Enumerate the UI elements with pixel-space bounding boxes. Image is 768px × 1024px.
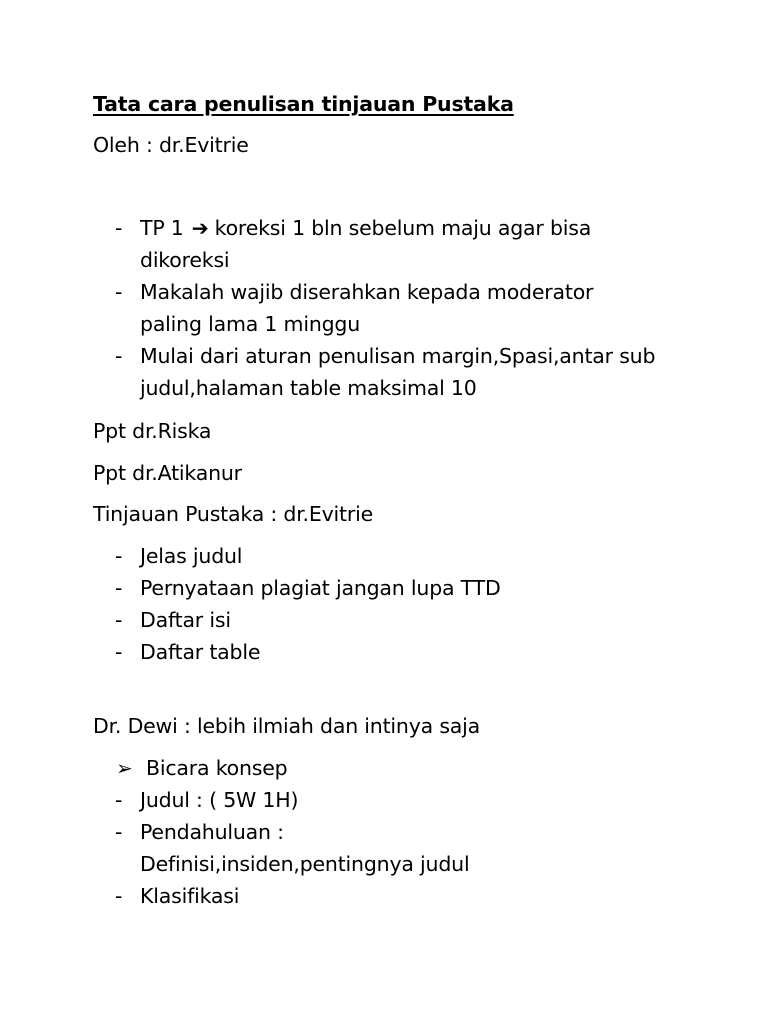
- list-item: [0, 540, 768, 572]
- dash-bullet: -: [115, 576, 123, 600]
- list-item-text: Definisi,insiden,pentingnya judul: [140, 852, 470, 876]
- section-heading: Tinjauan Pustaka : dr.Evitrie: [93, 502, 374, 526]
- list-item-text: Mulai dari aturan penulisan margin,Spasi,antar sub: [140, 344, 656, 368]
- list-item: [0, 752, 768, 784]
- dash-bullet: -: [115, 216, 123, 240]
- dash-bullet: -: [115, 608, 123, 632]
- list-item: [0, 212, 768, 244]
- arrow-right-icon: ➔: [191, 216, 209, 240]
- list-item: [0, 604, 768, 636]
- list-item-continuation: [0, 372, 768, 404]
- list-item: [0, 276, 768, 308]
- list-item-continuation: [0, 848, 768, 880]
- dash-bullet: -: [115, 280, 123, 304]
- dash-bullet: -: [115, 544, 123, 568]
- dash-bullet: -: [115, 344, 123, 368]
- list-item-continuation: [0, 308, 768, 340]
- list-item: [0, 636, 768, 668]
- dash-bullet: -: [115, 820, 123, 844]
- dash-bullet: -: [115, 640, 123, 664]
- list-item-text: Makalah wajib diserahkan kepada moderator: [140, 280, 594, 304]
- section-heading: Dr. Dewi : lebih ilmiah dan intinya saja: [93, 714, 481, 738]
- list-item: [0, 880, 768, 912]
- list-item-prefix: TP 1: [140, 216, 184, 240]
- list-item-text: Daftar table: [140, 640, 261, 664]
- list-item-text: koreksi 1 bln sebelum maju agar bisa: [214, 216, 592, 240]
- list-item-text: Pernyataan plagiat jangan lupa TTD: [140, 576, 501, 600]
- author-line: Oleh : dr.Evitrie: [93, 133, 249, 157]
- list-item-text: Daftar isi: [140, 608, 231, 632]
- list-item-continuation: [0, 244, 768, 276]
- ppt-line: Ppt dr.Riska: [93, 419, 212, 443]
- list-item-text: Klasifikasi: [140, 884, 240, 908]
- ppt-line: Ppt dr.Atikanur: [93, 461, 242, 485]
- list-item-text: judul,halaman table maksimal 10: [140, 376, 477, 400]
- document-title: Tata cara penulisan tinjauan Pustaka: [93, 92, 514, 116]
- arrowhead-bullet-icon: ➢: [116, 756, 133, 780]
- list-item-text: Bicara konsep: [146, 756, 288, 780]
- list-item: [0, 572, 768, 604]
- list-item: [0, 816, 768, 848]
- list-item-text: paling lama 1 minggu: [140, 312, 361, 336]
- list-item-text: Judul : ( 5W 1H): [140, 788, 299, 812]
- dash-bullet: -: [115, 788, 123, 812]
- dash-bullet: -: [115, 884, 123, 908]
- list-item: [0, 784, 768, 816]
- list-item-text: Jelas judul: [140, 544, 243, 568]
- list-item: [0, 340, 768, 372]
- list-item-text: dikoreksi: [140, 248, 230, 272]
- list-item-text: Pendahuluan :: [140, 820, 284, 844]
